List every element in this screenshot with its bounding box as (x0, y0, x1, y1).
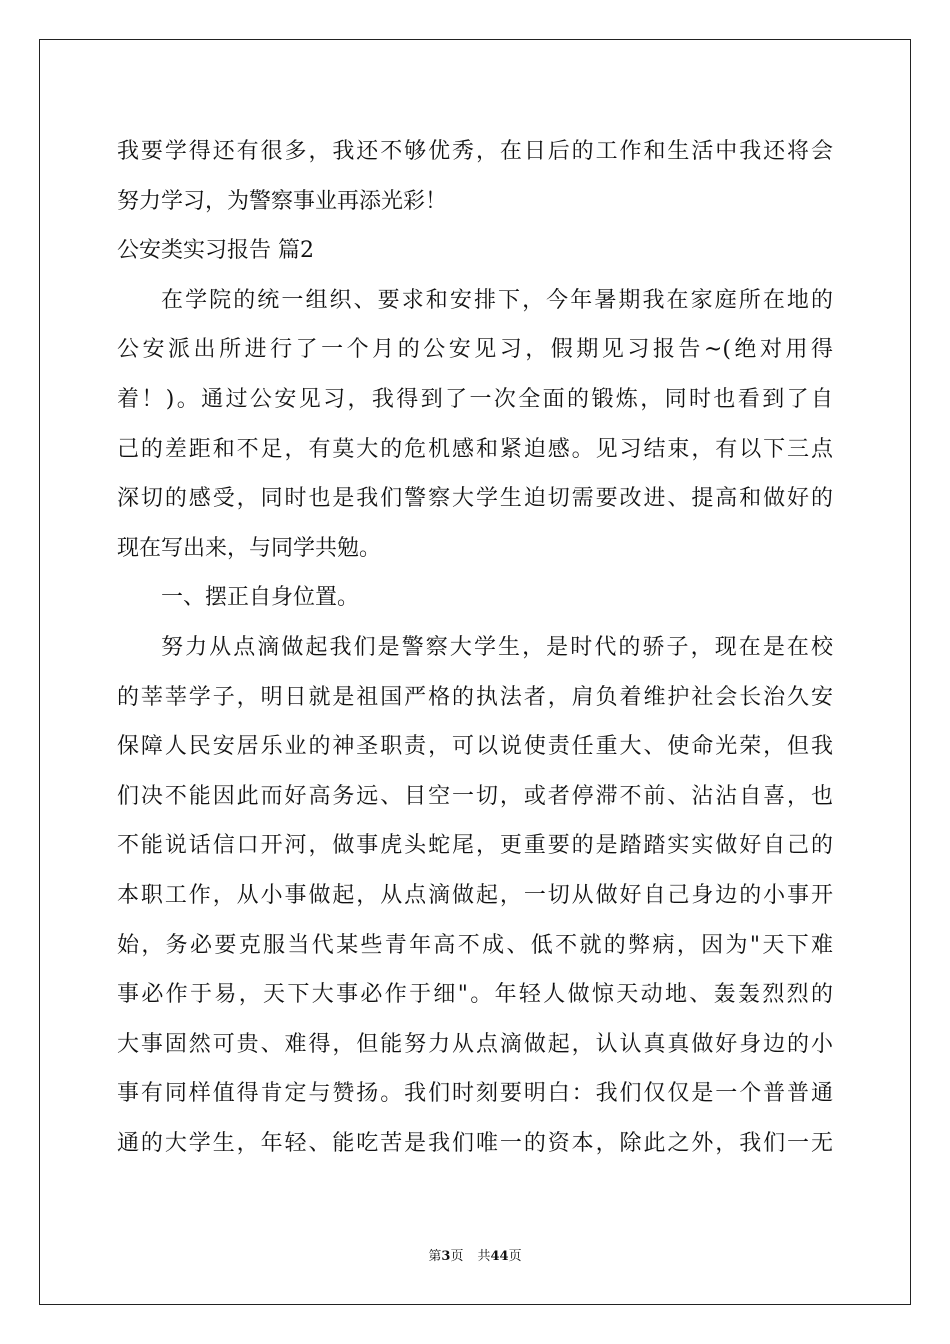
text-line: 公安派出所进行了一个月的公安见习，假期见习报告~(绝对用得 (117, 337, 833, 363)
text-line: 努力学习，为警察事业再添光彩！ (117, 188, 448, 214)
text-line: 不能说话信口开河，做事虎头蛇尾，更重要的是踏踏实实做好自己的 (117, 833, 833, 859)
text-line: 本职工作，从小事做起，从点滴做起，一切从做好自己身边的小事开 (117, 882, 833, 908)
text-line: 事必作于易，天下大事必作于细"。年轻人做惊天动地、轰轰烈烈的 (117, 982, 833, 1008)
text-line: 事有同样值得肯定与赞扬。我们时刻要明白：我们仅仅是一个普普通 (117, 1081, 833, 1107)
text-line: 己的差距和不足，有莫大的危机感和紧迫感。见习结束，有以下三点 (117, 436, 833, 462)
document-body (117, 127, 833, 1168)
text-line: 保障人民安居乐业的神圣职责，可以说使责任重大、使命光荣，但我 (117, 734, 833, 760)
text-line: 的莘莘学子，明日就是祖国严格的执法者，肩负着维护社会长治久安 (117, 684, 833, 710)
text-line: 们决不能因此而好高务远、目空一切，或者停滞不前、沾沾自喜，也 (117, 783, 833, 809)
text-line: 现在写出来，与同学共勉。 (117, 535, 382, 561)
page-footer (0, 1248, 950, 1266)
total-prefix: 共 (477, 1249, 491, 1264)
text-line: 在学院的统一组织、要求和安排下，今年暑期我在家庭所在地的 (161, 287, 833, 313)
text-line: 我要学得还有很多，我还不够优秀，在日后的工作和生活中我还将会 (117, 139, 833, 164)
total-pages: 44 (490, 1249, 509, 1264)
text-line: 着！)。通过公安见习，我得到了一次全面的锻炼，同时也看到了自 (117, 386, 833, 412)
text-line: 始，务必要克服当代某些青年高不成、低不就的弊病，因为"天下难 (117, 932, 833, 958)
total-suffix: 页 (508, 1249, 522, 1264)
text-line: 努力从点滴做起我们是警察大学生，是时代的骄子，现在是在校 (161, 634, 833, 660)
page-suffix: 页 (450, 1249, 464, 1264)
page-prefix: 第 (428, 1249, 442, 1264)
text-line: 大事固然可贵、难得，但能努力从点滴做起，认认真真做好身边的小 (117, 1031, 833, 1057)
page-number: 3 (441, 1249, 451, 1264)
text-line: 深切的感受，同时也是我们警察大学生迫切需要改进、提高和做好的 (117, 486, 833, 512)
text-line: 通的大学生，年轻、能吃苦是我们唯一的资本，除此之外，我们一无 (117, 1130, 833, 1156)
section-heading: 公安类实习报告 篇2 (117, 238, 314, 264)
subsection-heading: 一、摆正自身位置。 (161, 585, 360, 611)
